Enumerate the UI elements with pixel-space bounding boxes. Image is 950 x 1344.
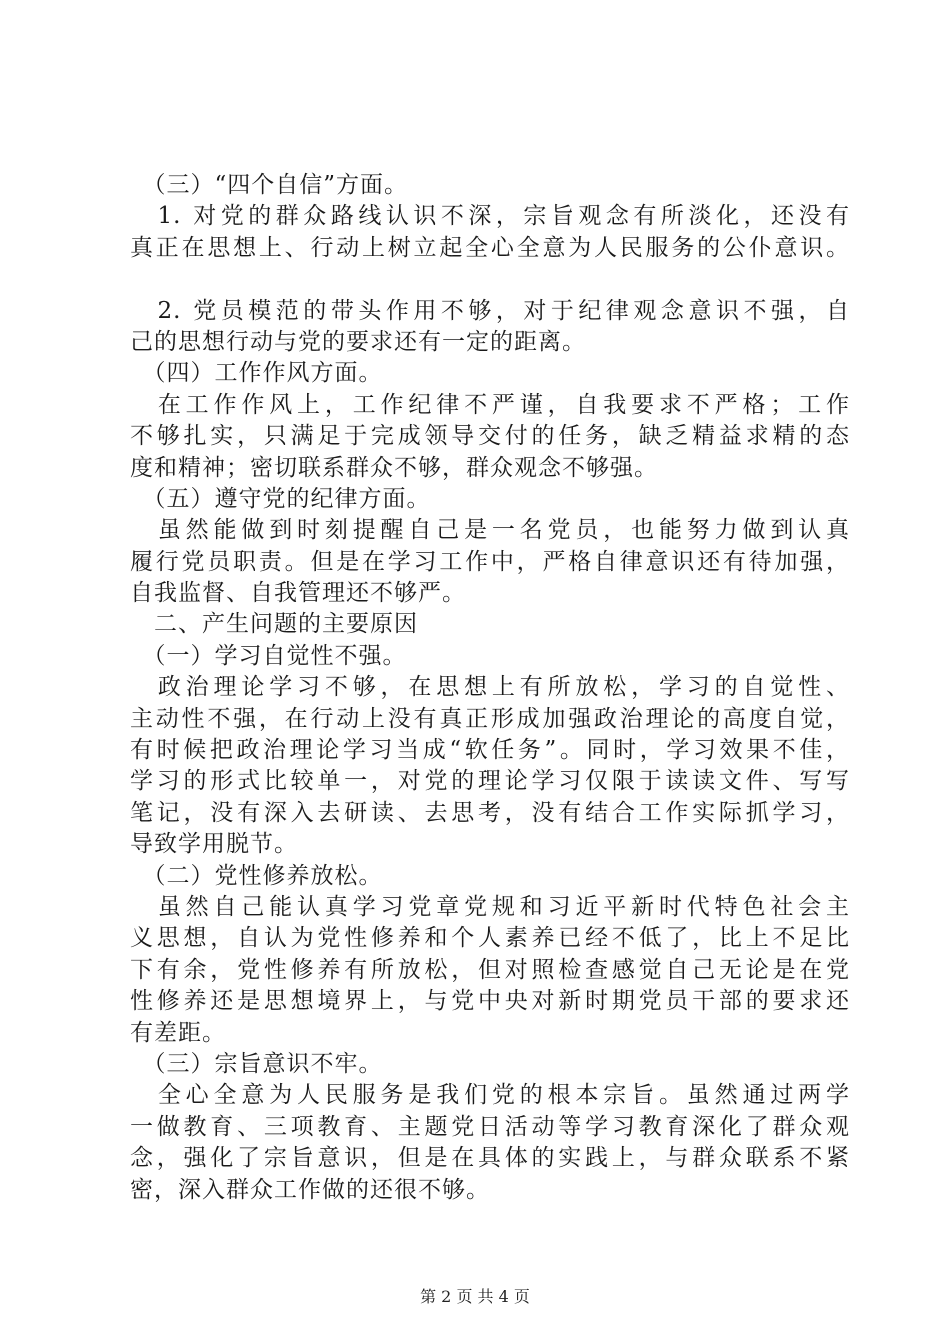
text-line: 下有余，党性修养有所放松，但对照检查感觉自己无论是在党 — [130, 956, 850, 983]
text-line: 导致学用脱节。 — [130, 831, 298, 858]
text-line: 2. 党员模范的带头作用不够，对于纪律观念意识不强，自 — [130, 297, 850, 324]
text-line: 笔记，没有深入去研读、去思考，没有结合工作实际抓学习， — [130, 799, 850, 826]
text-line: 不够扎实，只满足于完成领导交付的任务，缺乏精益求精的态 — [130, 423, 850, 450]
text-line: 性修养还是思想境界上，与党中央对新时期党员干部的要求还 — [130, 988, 850, 1015]
text-line: 一做教育、三项教育、主题党日活动等学习教育深化了群众观 — [130, 1113, 850, 1140]
page-footer: 第 2 页 共 4 页 — [420, 1287, 530, 1306]
text-line: （二）党性修养放松。 — [130, 862, 383, 889]
text-line: 自我监督、自我管理还不够严。 — [130, 580, 466, 607]
text-line: 在工作作风上，工作纪律不严谨，自我要求不严格；工作 — [130, 391, 850, 418]
text-line: （三）宗旨意识不牢。 — [130, 1050, 383, 1077]
text-line: 二、产生问题的主要原因 — [130, 611, 418, 638]
text-line: （四）工作作风方面。 — [130, 360, 383, 387]
text-line: 密，深入群众工作做的还很不够。 — [130, 1176, 490, 1203]
text-line: 虽然自己能认真学习党章党规和习近平新时代特色社会主 — [130, 893, 850, 920]
text-line: 学习的形式比较单一，对党的理论学习仅限于读读文件、写写 — [130, 768, 850, 795]
text-line: 全心全意为人民服务是我们党的根本宗旨。虽然通过两学 — [130, 1082, 850, 1109]
blank-line — [130, 264, 850, 295]
text-line: 主动性不强，在行动上没有真正形成加强政治理论的高度自觉， — [130, 705, 850, 732]
text-line: 履行党员职责。但是在学习工作中，严格自律意识还有待加强， — [130, 548, 850, 575]
body-text — [130, 170, 850, 1206]
text-line: 政治理论学习不够，在思想上有所放松，学习的自觉性、 — [130, 674, 850, 701]
text-line: 义思想，自认为党性修养和个人素养已经不低了，比上不足比 — [130, 925, 850, 952]
text-line: 有差距。 — [130, 1019, 226, 1046]
text-line: 虽然能做到时刻提醒自己是一名党员，也能努力做到认真 — [130, 517, 850, 544]
text-line: 真正在思想上、行动上树立起全心全意为人民服务的公仆意识。 — [130, 234, 850, 261]
text-line: 度和精神；密切联系群众不够，群众观念不够强。 — [130, 454, 658, 481]
text-line: 念，强化了宗旨意识，但是在具体的实践上，与群众联系不紧 — [130, 1145, 850, 1172]
text-line: （五）遵守党的纪律方面。 — [130, 485, 431, 512]
text-line: （一）学习自觉性不强。 — [130, 642, 407, 669]
text-line: 有时候把政治理论学习当成“软任务”。同时，学习效果不佳， — [130, 737, 850, 764]
text-line: （三）“四个自信”方面。 — [130, 172, 409, 198]
text-line: 己的思想行动与党的要求还有一定的距离。 — [130, 328, 586, 355]
text-line: 1. 对党的群众路线认识不深，宗旨观念有所淡化，还没有 — [130, 203, 850, 230]
